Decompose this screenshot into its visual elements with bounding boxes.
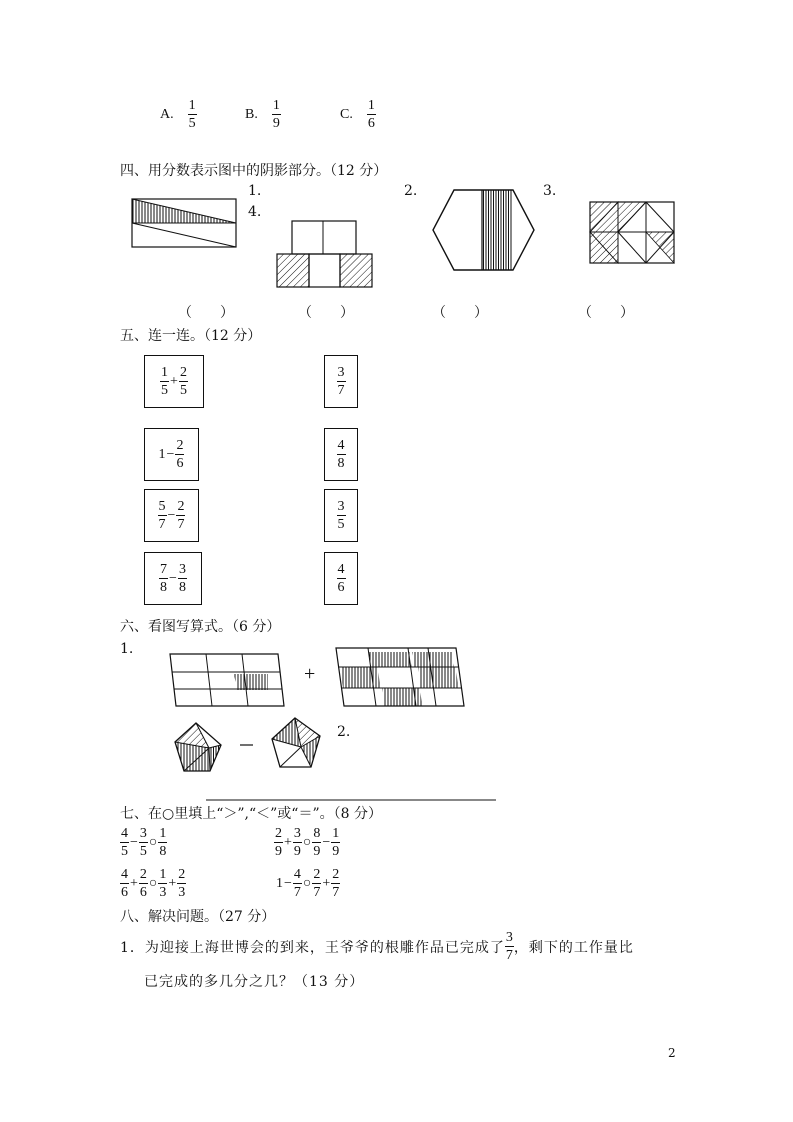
section-6-item-2: 2. [337, 724, 351, 740]
choice-b-label: B. [245, 106, 258, 122]
choice-a-fraction: $\frac{1}{5}$ [188, 98, 196, 131]
section-4-title: 四、用分数表示图中的阴影部分。（12 分） [120, 163, 388, 179]
section-7-title: 七、在○里填上“＞”,“＜”或“＝”。（8 分） [120, 806, 382, 822]
fig-label-1: 1. [248, 183, 262, 199]
compare-row-1: $\frac{4}{5}$ − $\frac{3}{5}$ ○ $\frac{1}{8}$ [121, 826, 167, 859]
question-1 [120, 930, 634, 963]
match-left-4[interactable]: $\frac{7}{8}$ − $\frac{3}{8}$ [144, 552, 202, 605]
answer-blank-4[interactable]: （ ） [578, 305, 634, 321]
fig-label-4: 4. [248, 204, 262, 220]
answer-blank-3[interactable]: （ ） [432, 305, 488, 321]
fig-label-2: 2. [404, 183, 418, 199]
compare-row-2: $\frac{2}{9}$ + $\frac{3}{9}$ ○ $\frac{8}{9}$ − $\frac{1}{9}$ [275, 826, 340, 859]
answer-blank-2[interactable]: （ ） [298, 305, 354, 321]
choice-c-fraction: $\frac{1}{6}$ [367, 98, 375, 131]
compare-circle-4[interactable]: ○ [302, 875, 312, 891]
match-right-2[interactable]: $\frac{4}{8}$ [324, 428, 358, 481]
figure-triangle-grid [590, 202, 674, 263]
answer-blank-1[interactable]: （ ） [178, 305, 234, 321]
section-6-item-1: 1. [120, 641, 134, 657]
choice-a-label: A. [160, 106, 174, 122]
figure-pentagon-1 [175, 723, 221, 771]
match-right-1[interactable]: $\frac{3}{7}$ [324, 355, 358, 408]
compare-row-4: 1 − $\frac{4}{7}$ ○ $\frac{2}{7}$ + $\frac{2}{7}$ [276, 867, 340, 900]
figure-pentagon-2 [272, 718, 320, 767]
question-1-fraction: $\frac{3}{7}$ [505, 930, 513, 963]
match-left-3[interactable]: $\frac{5}{7}$ − $\frac{2}{7}$ [144, 489, 199, 542]
figure-blocks [277, 221, 372, 287]
match-left-2[interactable]: 1 − $\frac{2}{6}$ [144, 428, 199, 481]
compare-circle-1[interactable]: ○ [148, 834, 158, 850]
compare-circle-3[interactable]: ○ [148, 875, 158, 891]
section-5-title: 五、连一连。（12 分） [120, 328, 262, 344]
figure-rectangle-triangle [132, 199, 236, 247]
page-number: 2 [668, 1046, 676, 1060]
figure-parallelogram-1 [170, 654, 284, 706]
question-1-text: 1．为迎接上海世博会的到来，王爷爷的根雕作品已完成了 [120, 939, 505, 956]
match-right-3[interactable]: $\frac{3}{5}$ [324, 489, 358, 542]
section-8-title: 八、解决问题。（27 分） [120, 909, 276, 925]
question-1-text-end: ，剩下的工作量比 [513, 939, 634, 956]
compare-circle-2[interactable]: ○ [302, 834, 312, 850]
choice-b-fraction: $\frac{1}{9}$ [272, 98, 280, 131]
match-right-4[interactable]: $\frac{4}{6}$ [324, 552, 358, 605]
figure-hexagon [433, 190, 534, 270]
question-1-line-2: 已完成的多几分之几？（13 分） [144, 974, 365, 990]
plus-sign: + [304, 663, 316, 685]
section-6-title: 六、看图写算式。（6 分） [120, 619, 281, 635]
match-left-1[interactable]: $\frac{1}{5}$ + $\frac{2}{5}$ [144, 355, 204, 408]
choice-c-label: C. [340, 106, 353, 122]
figure-parallelogram-2 [336, 648, 464, 706]
compare-row-3: $\frac{4}{6}$ + $\frac{2}{6}$ ○ $\frac{1}{3}$ + $\frac{2}{3}$ [121, 867, 186, 900]
fig-label-3: 3. [543, 183, 557, 199]
